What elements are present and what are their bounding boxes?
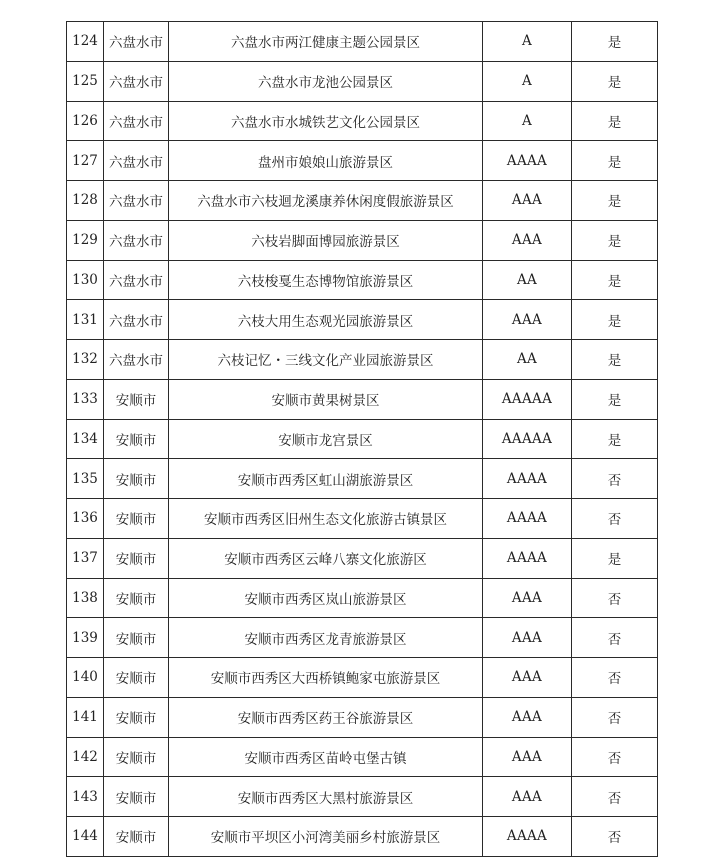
grade-level-cell: A bbox=[483, 101, 572, 141]
status-cell: 是 bbox=[572, 141, 658, 181]
table-row bbox=[67, 658, 658, 698]
city-cell: 六盘水市 bbox=[104, 181, 169, 221]
row-number-cell: 136 bbox=[67, 499, 104, 539]
city-cell: 六盘水市 bbox=[104, 340, 169, 380]
status-cell: 否 bbox=[572, 459, 658, 499]
city-cell: 六盘水市 bbox=[104, 101, 169, 141]
grade-level-cell: AAAA bbox=[483, 499, 572, 539]
row-number-cell: 137 bbox=[67, 538, 104, 578]
status-cell: 是 bbox=[572, 101, 658, 141]
status-cell: 否 bbox=[572, 499, 658, 539]
grade-level-cell: AAA bbox=[483, 737, 572, 777]
row-number-cell: 125 bbox=[67, 61, 104, 101]
grade-level-cell: AAAAA bbox=[483, 419, 572, 459]
grade-level-cell: AAA bbox=[483, 181, 572, 221]
city-cell: 安顺市 bbox=[104, 499, 169, 539]
row-number-cell: 143 bbox=[67, 777, 104, 817]
status-cell: 否 bbox=[572, 777, 658, 817]
city-cell: 安顺市 bbox=[104, 658, 169, 698]
city-cell: 安顺市 bbox=[104, 618, 169, 658]
table-row bbox=[67, 300, 658, 340]
status-cell: 否 bbox=[572, 817, 658, 857]
table-row bbox=[67, 618, 658, 658]
city-cell: 安顺市 bbox=[104, 777, 169, 817]
row-number-cell: 131 bbox=[67, 300, 104, 340]
scenic-spot-name-cell: 六枝大用生态观光园旅游景区 bbox=[169, 300, 483, 340]
scenic-spot-name-cell: 安顺市西秀区大西桥镇鲍家屯旅游景区 bbox=[169, 658, 483, 698]
scenic-spot-name-cell: 六枝记忆・三线文化产业园旅游景区 bbox=[169, 340, 483, 380]
city-cell: 安顺市 bbox=[104, 459, 169, 499]
city-cell: 六盘水市 bbox=[104, 22, 169, 62]
city-cell: 六盘水市 bbox=[104, 260, 169, 300]
grade-level-cell: AAAA bbox=[483, 538, 572, 578]
table-row bbox=[67, 538, 658, 578]
grade-level-cell: AA bbox=[483, 340, 572, 380]
city-cell: 安顺市 bbox=[104, 379, 169, 419]
row-number-cell: 130 bbox=[67, 260, 104, 300]
grade-level-cell: AA bbox=[483, 260, 572, 300]
status-cell: 是 bbox=[572, 300, 658, 340]
row-number-cell: 127 bbox=[67, 141, 104, 181]
scenic-spot-name-cell: 六盘水市两江健康主题公园景区 bbox=[169, 22, 483, 62]
table-row bbox=[67, 777, 658, 817]
grade-level-cell: AAA bbox=[483, 578, 572, 618]
row-number-cell: 134 bbox=[67, 419, 104, 459]
table-row bbox=[67, 578, 658, 618]
table-row bbox=[67, 260, 658, 300]
row-number-cell: 142 bbox=[67, 737, 104, 777]
row-number-cell: 138 bbox=[67, 578, 104, 618]
city-cell: 六盘水市 bbox=[104, 141, 169, 181]
scenic-spot-name-cell: 六枝梭戛生态博物馆旅游景区 bbox=[169, 260, 483, 300]
city-cell: 六盘水市 bbox=[104, 300, 169, 340]
status-cell: 是 bbox=[572, 220, 658, 260]
scenic-spot-name-cell: 盘州市娘娘山旅游景区 bbox=[169, 141, 483, 181]
row-number-cell: 133 bbox=[67, 379, 104, 419]
table-row bbox=[67, 379, 658, 419]
scenic-spot-name-cell: 安顺市黄果树景区 bbox=[169, 379, 483, 419]
row-number-cell: 140 bbox=[67, 658, 104, 698]
scenic-spot-name-cell: 安顺市平坝区小河湾美丽乡村旅游景区 bbox=[169, 817, 483, 857]
scenic-spot-table bbox=[66, 21, 658, 857]
scenic-spot-name-cell: 安顺市西秀区大黑村旅游景区 bbox=[169, 777, 483, 817]
scenic-spot-name-cell: 六盘水市龙池公园景区 bbox=[169, 61, 483, 101]
table-row bbox=[67, 817, 658, 857]
table-row bbox=[67, 61, 658, 101]
grade-level-cell: AAA bbox=[483, 618, 572, 658]
status-cell: 是 bbox=[572, 22, 658, 62]
status-cell: 是 bbox=[572, 419, 658, 459]
document-page bbox=[66, 21, 652, 857]
table-row bbox=[67, 737, 658, 777]
row-number-cell: 126 bbox=[67, 101, 104, 141]
status-cell: 否 bbox=[572, 737, 658, 777]
row-number-cell: 135 bbox=[67, 459, 104, 499]
scenic-spot-name-cell: 安顺市西秀区苗岭屯堡古镇 bbox=[169, 737, 483, 777]
city-cell: 六盘水市 bbox=[104, 61, 169, 101]
grade-level-cell: AAA bbox=[483, 220, 572, 260]
table-row bbox=[67, 101, 658, 141]
grade-level-cell: AAAA bbox=[483, 141, 572, 181]
grade-level-cell: AAA bbox=[483, 658, 572, 698]
status-cell: 是 bbox=[572, 260, 658, 300]
city-cell: 安顺市 bbox=[104, 419, 169, 459]
table-row bbox=[67, 141, 658, 181]
status-cell: 是 bbox=[572, 538, 658, 578]
scenic-spot-name-cell: 六盘水市六枝迴龙溪康养休闲度假旅游景区 bbox=[169, 181, 483, 221]
grade-level-cell: AAAA bbox=[483, 459, 572, 499]
grade-level-cell: A bbox=[483, 61, 572, 101]
grade-level-cell: AAA bbox=[483, 300, 572, 340]
scenic-spot-name-cell: 安顺市西秀区云峰八寨文化旅游区 bbox=[169, 538, 483, 578]
table-row bbox=[67, 340, 658, 380]
scenic-spot-name-cell: 安顺市龙宫景区 bbox=[169, 419, 483, 459]
city-cell: 安顺市 bbox=[104, 737, 169, 777]
table-row bbox=[67, 499, 658, 539]
scenic-spot-name-cell: 六枝岩脚面博园旅游景区 bbox=[169, 220, 483, 260]
status-cell: 是 bbox=[572, 379, 658, 419]
city-cell: 六盘水市 bbox=[104, 220, 169, 260]
grade-level-cell: AAA bbox=[483, 777, 572, 817]
city-cell: 安顺市 bbox=[104, 578, 169, 618]
scenic-spot-name-cell: 六盘水市水城铁艺文化公园景区 bbox=[169, 101, 483, 141]
status-cell: 是 bbox=[572, 61, 658, 101]
table-row bbox=[67, 419, 658, 459]
table-row bbox=[67, 220, 658, 260]
scenic-spot-name-cell: 安顺市西秀区旧州生态文化旅游古镇景区 bbox=[169, 499, 483, 539]
row-number-cell: 144 bbox=[67, 817, 104, 857]
row-number-cell: 124 bbox=[67, 22, 104, 62]
city-cell: 安顺市 bbox=[104, 697, 169, 737]
table-row bbox=[67, 22, 658, 62]
table-row bbox=[67, 459, 658, 499]
row-number-cell: 139 bbox=[67, 618, 104, 658]
scenic-spot-name-cell: 安顺市西秀区岚山旅游景区 bbox=[169, 578, 483, 618]
scenic-spot-name-cell: 安顺市西秀区药王谷旅游景区 bbox=[169, 697, 483, 737]
row-number-cell: 141 bbox=[67, 697, 104, 737]
city-cell: 安顺市 bbox=[104, 538, 169, 578]
grade-level-cell: A bbox=[483, 22, 572, 62]
grade-level-cell: AAA bbox=[483, 697, 572, 737]
table-row bbox=[67, 697, 658, 737]
status-cell: 否 bbox=[572, 578, 658, 618]
row-number-cell: 132 bbox=[67, 340, 104, 380]
table-row bbox=[67, 181, 658, 221]
scenic-spot-name-cell: 安顺市西秀区虹山湖旅游景区 bbox=[169, 459, 483, 499]
table-body bbox=[67, 22, 658, 857]
grade-level-cell: AAAA bbox=[483, 817, 572, 857]
city-cell: 安顺市 bbox=[104, 817, 169, 857]
row-number-cell: 128 bbox=[67, 181, 104, 221]
status-cell: 是 bbox=[572, 181, 658, 221]
scenic-spot-name-cell: 安顺市西秀区龙青旅游景区 bbox=[169, 618, 483, 658]
row-number-cell: 129 bbox=[67, 220, 104, 260]
status-cell: 是 bbox=[572, 340, 658, 380]
status-cell: 否 bbox=[572, 658, 658, 698]
status-cell: 否 bbox=[572, 697, 658, 737]
status-cell: 否 bbox=[572, 618, 658, 658]
grade-level-cell: AAAAA bbox=[483, 379, 572, 419]
